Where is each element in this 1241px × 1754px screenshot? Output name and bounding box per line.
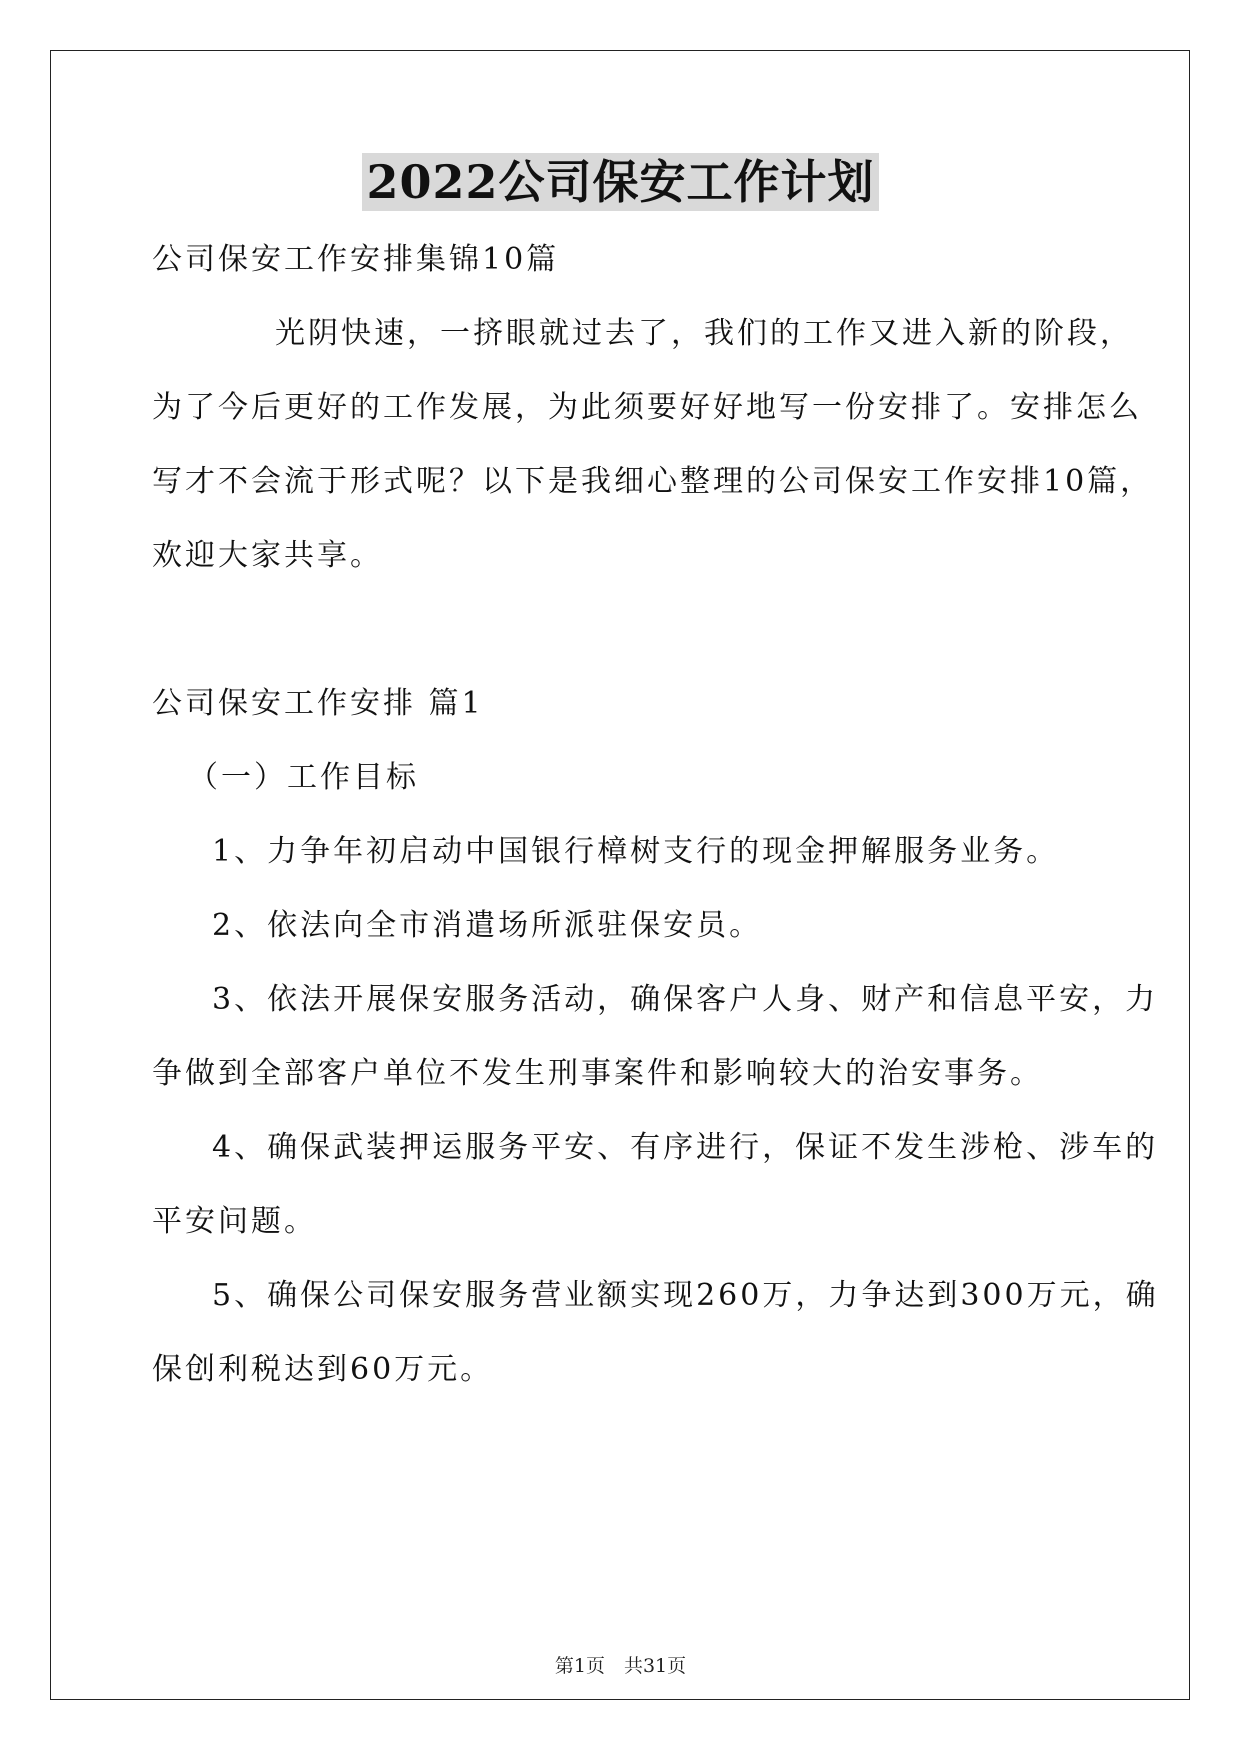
paragraph-line: 写才不会流于形式呢？以下是我细心整理的公司保安工作安排10篇， (152, 464, 1154, 499)
list-item-continuation: 保创利税达到60万元。 (152, 1352, 494, 1387)
section-heading: 公司保安工作安排 篇1 (152, 686, 484, 721)
paragraph-line: 欢迎大家共享。 (152, 538, 383, 573)
subsection-heading: （一）工作目标 (188, 760, 419, 795)
list-item: 4、确保武装押运服务平安、有序进行，保证不发生涉枪、涉车的 (212, 1130, 1159, 1165)
list-item: 1、力争年初启动中国银行樟树支行的现金押解服务业务。 (212, 834, 1060, 869)
subtitle-line: 公司保安工作安排集锦10篇 (152, 242, 560, 277)
paragraph-line: 光阴快速，一挤眼就过去了，我们的工作又进入新的阶段， (275, 316, 1133, 351)
page-border (50, 50, 1190, 1700)
list-item-continuation: 争做到全部客户单位不发生刑事案件和影响较大的治安事务。 (152, 1056, 1043, 1091)
list-item: 2、依法向全市消遣场所派驻保安员。 (212, 908, 763, 943)
paragraph-line: 为了今后更好的工作发展，为此须要好好地写一份安排了。安排怎么 (152, 390, 1142, 425)
list-item-continuation: 平安问题。 (152, 1204, 317, 1239)
page-footer: 第1页 共31页 (554, 1655, 687, 1677)
list-item: 5、确保公司保安服务营业额实现260万，力争达到300万元，确 (212, 1278, 1159, 1313)
document-title (0, 152, 1241, 212)
document-title-text: 2022公司保安工作计划 (362, 153, 878, 211)
list-item: 3、依法开展保安服务活动，确保客户人身、财产和信息平安，力 (212, 982, 1159, 1017)
